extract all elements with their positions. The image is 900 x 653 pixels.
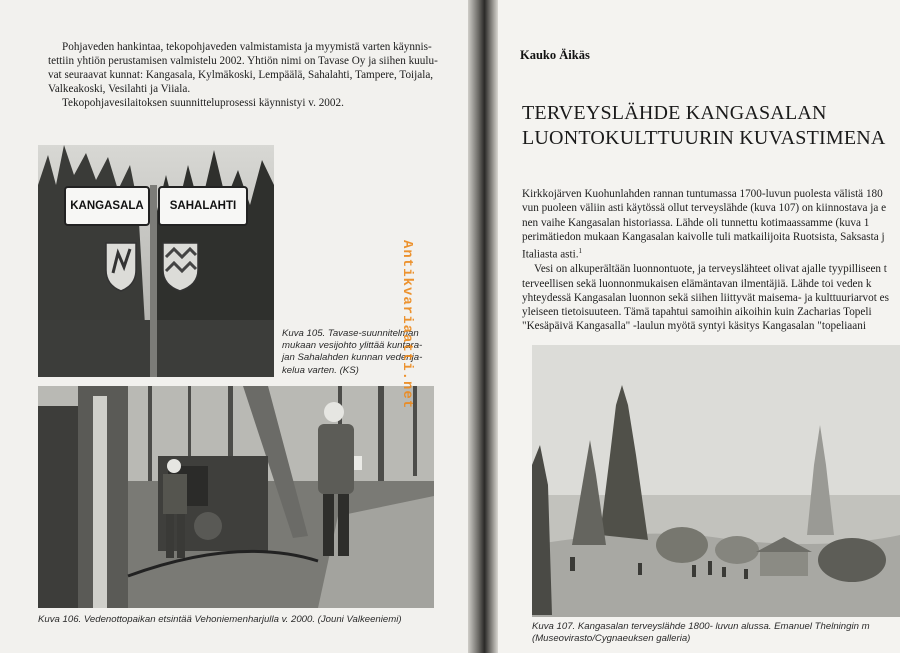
body-text-line: nen vaihe Kangasalan historiassa. Lähde oli tunnettu kotimaassamme (kuva 1 bbox=[522, 216, 870, 229]
body-text-line: Tekopohjavesilaitoksen suunnitteluprosessi käynnistyi v. 2002. bbox=[62, 97, 344, 109]
body-text-line: perimätiedon mukaan Kangasalan kaivolle tuli matkailijoita Ruotsista, Saksasta j bbox=[522, 230, 885, 243]
footnote-marker: 1 bbox=[578, 247, 583, 256]
caption-line: kelua varten. (KS) bbox=[282, 364, 359, 376]
book-spine-gutter bbox=[468, 0, 498, 653]
caption-line: jan Sahalahden kunnan vedenja- bbox=[282, 352, 423, 364]
painting-terveyslahde bbox=[532, 345, 900, 617]
caption-line: (Museovirasto/Cygnaeuksen galleria) bbox=[532, 633, 691, 645]
chapter-title-line: LUONTOKULTTUURIN KUVASTIMENA bbox=[522, 127, 886, 149]
photo-road-signs bbox=[38, 145, 274, 377]
body-text-line: Vesi on alkuperältään luonnontuote, ja terveyslähteet olivat ajalle tyypilliseen t bbox=[534, 263, 887, 276]
sign-sahalahti: SAHALAHTI bbox=[169, 200, 237, 212]
right-page bbox=[498, 0, 900, 653]
body-text-line: yhteydessä Kangasalan luonnon sekä siihen liittyvät maisema- ja kulttuuriarvot es bbox=[522, 291, 889, 304]
body-text-line bbox=[522, 244, 900, 262]
caption-line: Kuva 107. Kangasalan terveyslähde 1800- luvun alussa. Emanuel Thelningin m bbox=[532, 621, 870, 632]
photo-106-caption: Kuva 106. Vedenottopaikan etsintää Vehoniemenharjulla v. 2000. (Jouni Valkeeniemi) bbox=[38, 614, 402, 625]
sign-kangasala: KANGASALA bbox=[70, 200, 144, 212]
painting-illustration bbox=[532, 345, 900, 617]
body-text-line: tettiin yhtiön perustamisen valmistelu 2002. Yhtiön nimi on Tavase Oy ja siihen kuulu- bbox=[48, 55, 438, 67]
author-name: Kauko Äikäs bbox=[520, 48, 590, 62]
photo-105-caption bbox=[282, 328, 442, 377]
body-text-line: "Kesäpäivä Kangasalla" -laulun myötä syntyi käsitys Kangasalan "topeliaani bbox=[522, 320, 866, 333]
body-text-line: yleiseen tietoisuuteen. Tämä tapahtui samoihin aikoihin kuin Zacharias Topeli bbox=[522, 306, 872, 319]
chapter-title bbox=[522, 101, 886, 151]
caption-line: Kuva 105. Tavase-suunnitelman bbox=[282, 328, 419, 339]
photo-drilling-site bbox=[38, 386, 434, 608]
body-text-line: Kirkkojärven Kuohunlahden rannan tuntumassa 1700-luvun puolesta välistä 180 bbox=[522, 188, 883, 200]
body-text-line: Valkeakoski, Vesilahti ja Viiala. bbox=[48, 83, 191, 95]
body-text-line: vat seuraavat kunnat: Kangasala, Kylmäkoski, Lempäälä, Sahalahti, Tampere, Toijala, bbox=[48, 69, 434, 81]
body-text-fragment: Italiasta asti. bbox=[522, 248, 579, 261]
drilling-illustration bbox=[38, 386, 434, 608]
road-signs-illustration bbox=[38, 145, 274, 377]
painting-caption bbox=[532, 621, 900, 645]
chapter-title-line: TERVEYSLÄHDE KANGASALAN bbox=[522, 102, 827, 124]
body-text-line: terveellisen sekä luonnonmukaisen elämäntavan ilmentäjiä. Lähde toi veden k bbox=[522, 277, 872, 290]
watermark: Antikvariaatti.net bbox=[399, 240, 415, 410]
article-body bbox=[522, 187, 900, 334]
body-text-line: Pohjaveden hankintaa, tekopohjaveden valmistamista ja myymistä varten käynnis- bbox=[62, 41, 432, 53]
body-text-line: vun puoleen väliin asti käytössä ollut terveyslähde (kuva 107) on kiinnostava ja e bbox=[522, 202, 887, 215]
caption-line: mukaan vesijohto ylittää kuntara- bbox=[282, 340, 423, 352]
